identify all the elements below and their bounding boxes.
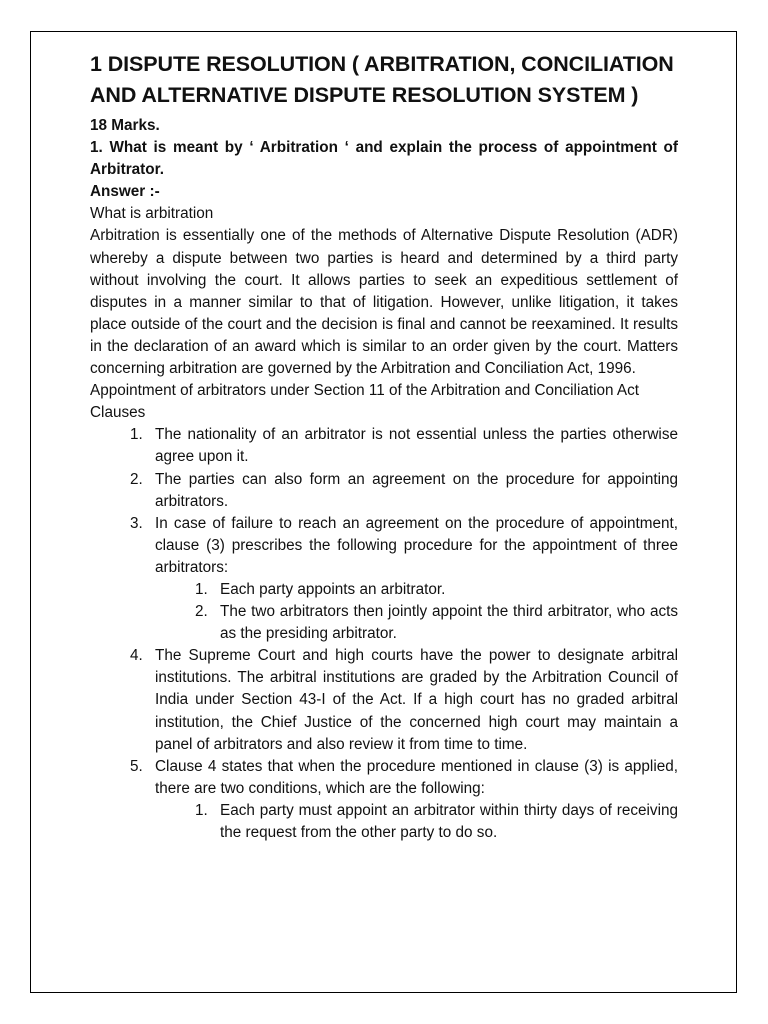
list-item-text: The two arbitrators then jointly appoint the third arbitrator, who acts as the presiding arbitrator. (220, 603, 678, 643)
body-paragraph: Arbitration is essentially one of the methods of Alternative Dispute Resolution (ADR) whereby a dispute between two parties is heard and determined by a third party without involving the court. It allows parties to seek an expeditious settlement of disputes in a manner similar to that of litigation. However, unlike litigation, it takes place outside of the court and the decision is final and cannot be reexamined. It results in the declaration of an award which is similar to an order given by the court. Matters concerning arbitration are governed by the Arbitration and Conciliation Act, 1996. (90, 227, 678, 378)
sub-list-item (155, 579, 678, 601)
list-item (90, 513, 678, 646)
answer-label: Answer :- (90, 183, 160, 201)
list-item (90, 469, 678, 513)
marks-label: 18 Marks. (90, 117, 160, 134)
list-number: 1. (195, 801, 208, 819)
list-item (90, 645, 678, 755)
list-number: 3. (130, 514, 143, 532)
list-number: 2. (130, 470, 143, 488)
list-number: 1. (130, 426, 143, 444)
sub-list-item (155, 601, 678, 645)
list-item-text: In case of failure to reach an agreement on the procedure of appointment, clause (3) prescribes the following procedure for the appointment of three arbitrators: (155, 514, 678, 576)
list-item-text: The parties can also form an agreement on the procedure for appointing arbitrators. (155, 470, 678, 510)
list-number: 1. (195, 580, 208, 598)
sub-list (155, 800, 678, 844)
document-title: 1 DISPUTE RESOLUTION ( ARBITRATION, CONCILIATION AND ALTERNATIVE DISPUTE RESOLUTION SYSTEM ) (90, 52, 674, 107)
list-item-text: The nationality of an arbitrator is not essential unless the parties otherwise agree upon it. (155, 426, 678, 466)
question-text: 1. What is meant by ‘ Arbitration ‘ and explain the process of appointment of Arbitrator. (90, 139, 678, 179)
list-item-text: Each party must appoint an arbitrator within thirty days of receiving the request from the other party to do so. (220, 801, 678, 841)
appointment-heading: Appointment of arbitrators under Section 11 of the Arbitration and Conciliation Act (90, 382, 640, 400)
list-item (90, 756, 678, 844)
list-item-text: Clause 4 states that when the procedure mentioned in clause (3) is applied, there are two conditions, which are the following: (155, 757, 678, 797)
list-item-text: Each party appoints an arbitrator. (220, 580, 446, 598)
sub-list (155, 579, 678, 645)
sub-list-item (155, 800, 678, 844)
list-number: 2. (195, 603, 208, 621)
list-item-text: The Supreme Court and high courts have the power to designate arbitral institutions. The arbitral institutions are graded by the Arbitration Council of India under Section 43-I of the Act. If a high court has no graded arbitral institution, the Chief Justice of the concerned high court may maintain a panel of arbitrators and also review it from time to time. (155, 647, 678, 753)
subheading: What is arbitration (90, 205, 214, 223)
list-number: 5. (130, 757, 143, 775)
document-body (90, 49, 678, 844)
clauses-list (90, 424, 678, 844)
list-number: 4. (130, 647, 143, 665)
list-item (90, 424, 678, 468)
clauses-label: Clauses (90, 404, 146, 422)
